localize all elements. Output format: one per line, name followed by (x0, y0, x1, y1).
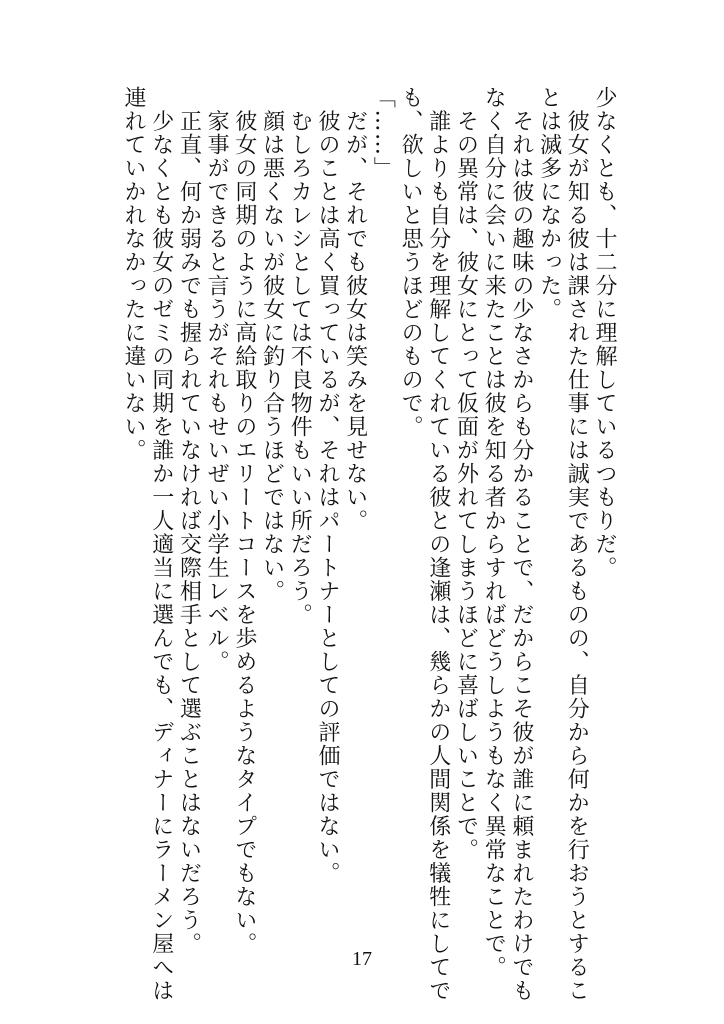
text-line: それは彼の趣味の少なさからも分かることで、だからこそ彼が誰に頼まれたわけでも (508, 86, 534, 1003)
text-line: その異常は、彼女にとって仮面が外れてしまうほどに喜ばしいことで。 (453, 86, 479, 862)
text-line: 誰よりも自分を理解してくれている彼との逢瀬は、幾らかの人間関係を犠牲にしてで (425, 86, 451, 1003)
text-line: なく自分に会いに来たことは彼を知る者からすればどうしようもなく異常なことで。 (481, 86, 507, 979)
page-number: 17 (352, 948, 372, 970)
text-line: だが、それでも彼女は笑みを見せない。 (342, 86, 368, 533)
text-line: 彼女の同期のように高給取りのエリートコースを歩めるようなタイプでもない。 (231, 86, 257, 956)
text-line: 連れていかれなかったに違いない。 (121, 86, 147, 462)
text-line: 顔は悪くないが彼女に釣り合うほどではない。 (259, 86, 285, 603)
text-line: 彼女が知る彼は課された仕事には誠実であるものの、自分から何かを行おうとするこ (564, 86, 590, 1003)
text-line: 「……」 (370, 86, 396, 180)
text-line: 正直、何か弱みでも握られていなければ交際相手として選ぶことはないだろう。 (176, 86, 202, 956)
text-line: とは滅多になかった。 (536, 86, 562, 321)
text-line: 彼のことは高く買っているが、それはパートナーとしての評価ではない。 (314, 86, 340, 885)
text-line: 少なくとも彼女のゼミの同期を誰か一人適当に選んでも、ディナーにラーメン屋へは (148, 86, 174, 1003)
text-line: むしろカレシとしては不良物件もいい所だろう。 (287, 86, 313, 627)
text-line: 少なくとも、十二分に理解しているつもりだ。 (592, 86, 617, 580)
text-line: 家事ができると言うがそれもせいぜい小学生レベル。 (204, 86, 230, 674)
text-line: も、欲しいと思うほどのもので。 (398, 86, 424, 439)
